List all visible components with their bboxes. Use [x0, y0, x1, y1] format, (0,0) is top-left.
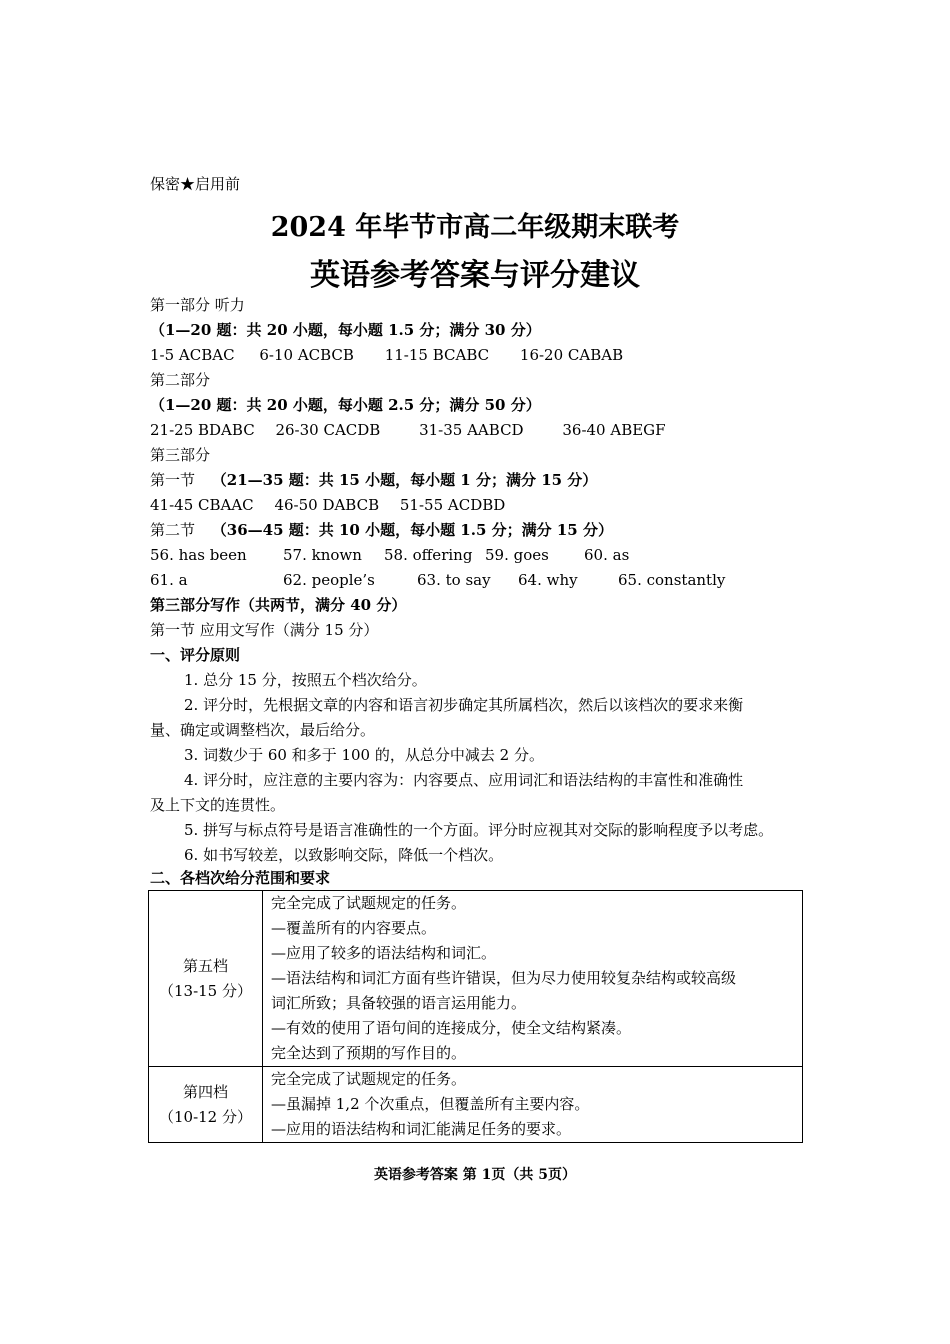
- part1-answers: [150, 343, 623, 368]
- fill-answer: 59. goes: [485, 546, 549, 564]
- grading-table: [148, 890, 803, 1143]
- fill-answer: 58. offering: [384, 546, 473, 564]
- fill-answer: 65. constantly: [618, 571, 726, 589]
- requirement-line: —应用了较多的语法结构和词汇。: [271, 944, 497, 962]
- writing-section1: 第一节 应用文写作（满分 15 分）: [150, 621, 379, 639]
- fill-answer: 56. has been: [150, 546, 247, 564]
- principle-2-cont: 量、确定或调整档次，最后给分。: [150, 721, 376, 739]
- level-name: 第五档: [182, 956, 228, 975]
- section2-rule: （36—45 题：共 10 小题，每小题 1.5 分；满分 15 分）: [211, 521, 613, 539]
- part3-heading: 第三部分: [150, 446, 211, 464]
- answer-group: 36-40 ABEGF: [562, 421, 666, 439]
- fill-answer: 57. known: [283, 546, 362, 564]
- part2-heading: 第二部分: [150, 371, 211, 389]
- part3-section1: [150, 468, 597, 493]
- requirement-line: —有效的使用了语句间的连接成分，使全文结构紧凑。: [271, 1019, 632, 1037]
- section1-label: 第一节: [150, 471, 196, 489]
- principle-1: 1. 总分 15 分，按照五个档次给分。: [184, 671, 427, 689]
- requirement-line: 完全完成了试题规定的任务。: [271, 1070, 467, 1088]
- level-cell: [149, 891, 263, 1067]
- part3-section1-answers: [150, 493, 505, 518]
- answer-group: 31-35 AABCD: [419, 421, 524, 439]
- exam-title: 2024 年毕节市高二年级期末联考: [270, 212, 680, 243]
- fill-answer: 64. why: [518, 571, 578, 589]
- answer-group: 26-30 CACDB: [275, 421, 381, 439]
- answer-group: 1-5 ACBAC: [150, 346, 235, 364]
- ranges-heading: 二、各档次给分范围和要求: [150, 869, 331, 887]
- section2-label: 第二节: [150, 521, 196, 539]
- principles-heading: 一、评分原则: [150, 646, 241, 664]
- part2-rule: （1—20 题：共 20 小题，每小题 2.5 分；满分 50 分）: [150, 396, 541, 414]
- fill-answer: 63. to say: [417, 571, 491, 589]
- principle-3: 3. 词数少于 60 和多于 100 的，从总分中减去 2 分。: [184, 746, 544, 764]
- principle-2: 2. 评分时，先根据文章的内容和语言初步确定其所属档次，然后以该档次的要求来衡: [184, 696, 744, 714]
- document-title: 英语参考答案与评分建议: [310, 258, 640, 293]
- answer-group: 6-10 ACBCB: [259, 346, 354, 364]
- table-row: [149, 1067, 803, 1143]
- principle-5: 5. 拼写与标点符号是语言准确性的一个方面。评分时应视其对交际的影响程度予以考虑。: [184, 821, 774, 839]
- requirement-line: —覆盖所有的内容要点。: [271, 919, 437, 937]
- confidential-label: 保密★启用前: [150, 175, 241, 193]
- answer-group: 16-20 CABAB: [519, 346, 624, 364]
- level-name: 第四档: [182, 1082, 228, 1101]
- fill-answer: 60. as: [584, 546, 630, 564]
- requirement-line: 词汇所致；具备较强的语言运用能力。: [271, 994, 527, 1012]
- requirement-line: 完全完成了试题规定的任务。: [271, 894, 467, 912]
- answer-group: 41-45 CBAAC: [150, 496, 254, 514]
- section1-rule: （21—35 题：共 15 小题，每小题 1 分；满分 15 分）: [211, 471, 598, 489]
- requirement-line: —虽漏掉 1,2 个次重点，但覆盖所有主要内容。: [271, 1095, 590, 1113]
- part2-answers: [150, 418, 666, 443]
- answer-group: 46-50 DABCB: [274, 496, 380, 514]
- requirement-line: 完全达到了预期的写作目的。: [271, 1044, 467, 1062]
- principle-4-cont: 及上下文的连贯性。: [150, 796, 286, 814]
- fill-answer: 62. people’s: [283, 571, 375, 589]
- requirements-cell: [263, 1067, 803, 1143]
- answer-group: 51-55 ACDBD: [399, 496, 506, 514]
- principle-6: 6. 如书写较差，以致影响交际，降低一个档次。: [184, 846, 504, 864]
- requirement-line: —语法结构和词汇方面有些许错误，但为尽力使用较复杂结构或较高级: [271, 969, 737, 987]
- part1-rule: （1—20 题：共 20 小题，每小题 1.5 分；满分 30 分）: [150, 321, 541, 339]
- requirement-line: —应用的语法结构和词汇能满足任务的要求。: [271, 1120, 572, 1138]
- answer-group: 21-25 BDABC: [150, 421, 255, 439]
- part3-section2: [150, 518, 613, 543]
- principle-4: 4. 评分时，应注意的主要内容为：内容要点、应用词汇和语法结构的丰富性和准确性: [184, 771, 744, 789]
- fill-answer: 61. a: [150, 571, 188, 589]
- part1-heading: 第一部分 听力: [150, 296, 245, 314]
- answer-group: 11-15 BCABC: [384, 346, 490, 364]
- level-cell: [149, 1067, 263, 1143]
- writing-heading: 第三部分写作（共两节，满分 40 分）: [150, 596, 407, 614]
- requirements-cell: [263, 891, 803, 1067]
- table-row: [149, 891, 803, 1067]
- level-score: （10-12 分）: [158, 1107, 252, 1126]
- level-score: （13-15 分）: [158, 981, 252, 1000]
- page-footer: 英语参考答案 第 1页（共 5页）: [373, 1167, 577, 1183]
